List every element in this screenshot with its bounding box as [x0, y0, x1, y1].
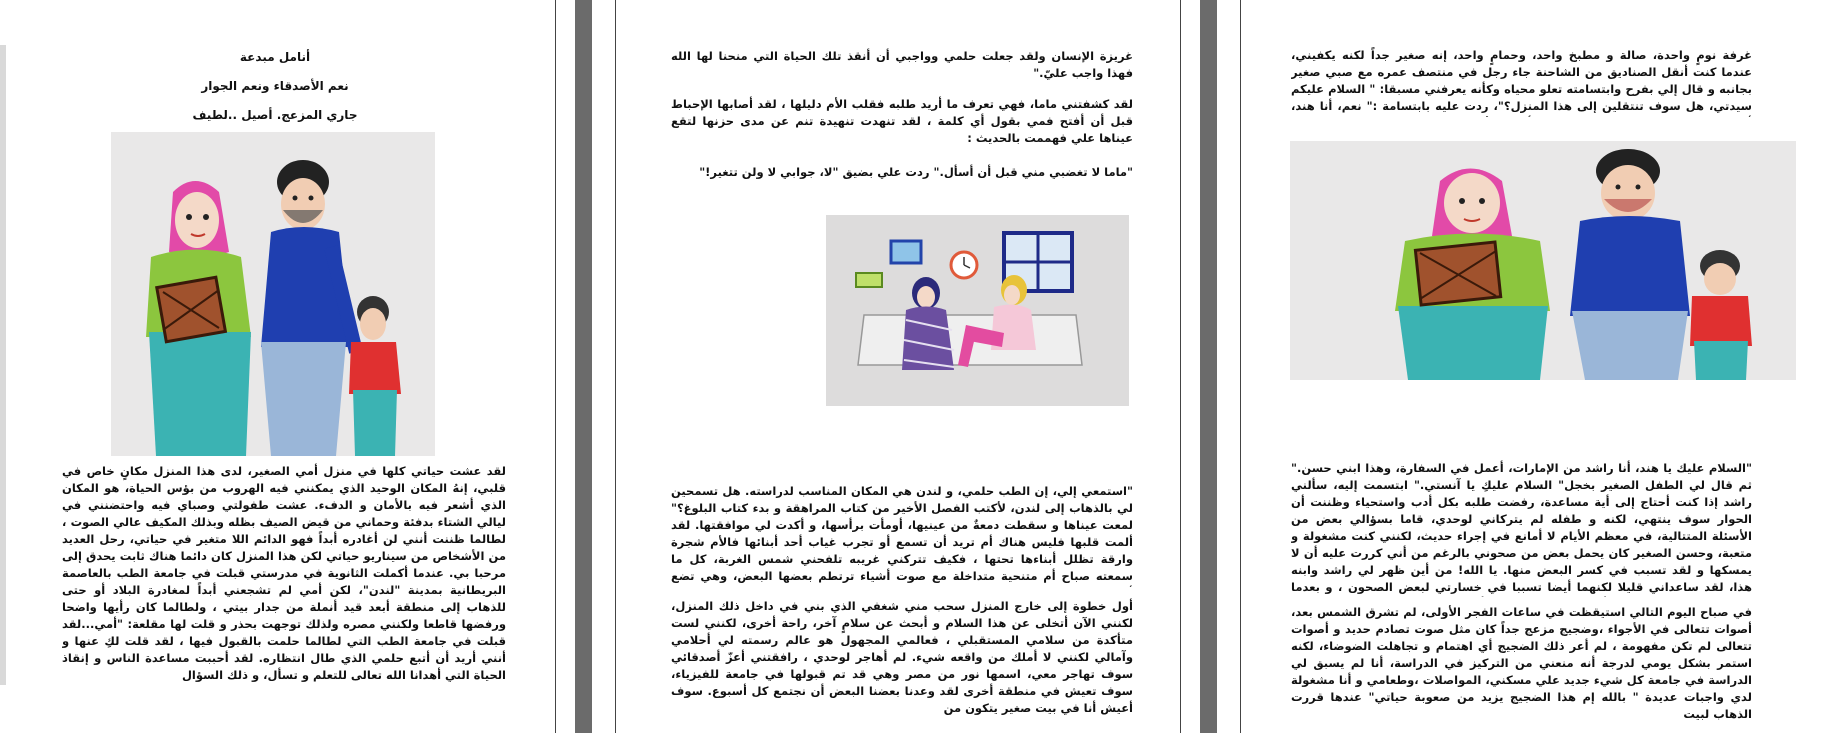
- page-right: [1240, 0, 1821, 733]
- right-paragraph-1: غرفة نومٍ واحدة، صالة و مطبخ واحد، وحمامٍ واحد، إنه صغير جداً لكنه يكفيني، عندما كنت أنقل الصناديق من الشاحنة جاء رجل في منتصف عمره مع صبي صغير بجانبه و قال إلي بفرح وابتسامته تعلو محياه وكأنه يعرفني مسبقا: " السلام عليكم سيدتي، هل سوف تنتقلين إلى هذا المنزل؟"، ردت عليه بابتسامة :" نعم، أنا هند،: [1291, 48, 1752, 113]
- right-paragraph-2: "السلام عليك يا هند، أنا راشد من الإمارات، أعمل في السفارة، وهذا ابني حسن." ثم قال لي الطفل الصغير بخجل" السلام عليكِ يا آنستي." ابتسمت إليه، سألني راشد إذا كنت أحتاج إلى أية مساعدة، رفضت طلبه بكل أدب واستحياء وظننت أن الحوار سوف ينتهي، لكنه و طفله لم يتركاني لوحدي، قاما بسؤالي بعض من الأسئلة المتتالية، في معظم الأيام لا أمانع في إجراء حديث، لكنني كنت مشغولة و متعبة، وحسن الصغير كان يحمل بعض من صحوني بالرغم من أني كررت عليه أن لا يمسكها و لقد تسبب في كسر البعض منها. يا الله! من أين ظهر لي راشد وابنه هذا، لقد ساعداني قليلا لكنهما أيضا تسببا في خسارتي لبعض الصحون ، و بعدما: [1291, 461, 1752, 594]
- middle-paragraph-5: أول خطوة إلى خارج المنزل سحب مني شغفي الذي بني في داخل ذلك المنزل، لكنني الآن أتخلى عن هذا السلام و أبحث عن سلامٍ آخر، راحة أخرى، لكنني لست متأكدة من سلامي المستقبلي ، فعالمي المجهول هو عالم رسمته لي أحلامي وآمالي لكنني لا أملك من واقعه شيء. لم أهاجر لوحدي ، رافقتني أعزّ أصدقائي سوف تهاجر معي، اسمها نور من مصر وهي قد تم قبولها في جامعة للفيزياء، سوف تعيش في منطقة أخرى لقد وعدنا بعضنا البعض أن نجتمع كل أسبوع. سوف أعيش أنا في بيت صغير يتكون من: [671, 599, 1133, 715]
- family-illustration-wide: [1290, 141, 1796, 380]
- header-line-1: أنامل مبدعة: [239, 50, 311, 64]
- living-room-drawing-icon: [826, 215, 1129, 406]
- page-middle: [615, 0, 1181, 733]
- left-paragraph: لقد عشت حياتي كلها في منزل أمي الصغير، لدى هذا المنزل مكانٍ خاص في قلبي، إنهُ المكان الوحيد الذي يمكنني فيه الهروب من بؤس الحياة، هو المكان الذي أشعر فيه بالأمان و الدفء. عشت طفولتي وصباي فيه واحتضنني في ليالي الشتاء بدفئة وحماني من قيض الصيف بظله وبذلك المكيف عالي الصوت ، لطالما ظننت أنني لن أغادره أبداً فهو الدائم اللا متغير في حياتي، رحل العديد من الأشخاص من سيناريو حياتي لكن هذا المنزل كان دائما هناك ثابت يحدق إلى مرحبا بي. عندما أكملت الثانوية في مدرستي قبلت في جامعة الطب بالعاصمة البريطانية بمدينة "لندن"، لكن أمي لم تشجعني أبداً لمغادرة البلاد أو حتى للذهاب إلى منطقة أبعد قيد أنملة من جدار بيتي ، ولطالما كان رأيها واضحا ورفضها قاطعا ولكنني مصره ولذلك توجهت بحذر و قلت لها مقلعة: "أمي...لقد قبلت في جامعة الطب التي لطالما حلمت بالقبول فيها ، لقد قلت لكِ عنها و أنني أريد أن أتبع حلمي الذي طال انتظاره. لقد أحببت مساعدة الناس و إنقاذ الحياة التي أهدانا الله تعالى للتعلم و تسأل، و ذلك السؤال: [62, 464, 506, 682]
- family-drawing-icon: [1290, 141, 1796, 380]
- scroll-indicator: [0, 45, 6, 685]
- gutter-right: [1200, 0, 1217, 733]
- gutter-left: [575, 0, 592, 733]
- header-line-2: نعم الأصدقاء ونعم الجوار: [201, 79, 349, 93]
- header-line-3: جاري المزعج. أصيل ..لطيف: [192, 108, 358, 122]
- middle-paragraph-1: غريزة الإنسان ولقد جعلت حلمي وواجبي أن أنقذ تلك الحياة التي منحنا لها الله فهذا واجب عليّ.": [671, 49, 1133, 80]
- middle-paragraph-4: "استمعي إلي، إن الطب حلمي، و لندن هي المكان المناسب لدراسته. هل تسمحين لي بالذهاب إلى لندن، لأكتب الفصل الأخير من كتاب المراهقة و بدء كتاب البلوغ؟" لمعت عيناها و سقطت دمعةٌ من عينيها، أومأت برأسها، و أكدت لي موافقتها. لقد ألمت قلبها فليس هناك أم تريد أن تسمع أو تجرب غياب أحد أبنائها فالأم شجرة وارقة تظلل أبناءها تحتها ، فكيف تتركني غريبه تلفحني شمس الغربة، كل ما سمعته صباح أم متنحية متداخلة مع صوت أشياء ترتطم بعضها البعض، وهي تضع: [671, 484, 1133, 583]
- middle-paragraph-2: لقد كشفتني ماما، فهي تعرف ما أريد طلبه فقلب الأم دليلها ، لقد أصابها الإحباط قبل أن أفتح فمي بقول أي كلمة ، لقد تنهدت تنهيدة تنم عن مدى حزنها لتقع عيناها علي فهممت بالحديث :: [671, 97, 1133, 145]
- living-room-illustration: [826, 215, 1129, 406]
- middle-paragraph-3: "ماما لا تغضبي مني قبل أن أسأل." ردت علي بضيق "لا، جوابي لا ولن تتغير!": [699, 165, 1133, 179]
- right-paragraph-3: في صباح اليوم التالي استيقظت في ساعات الفجر الأولى، لم تشرق الشمس بعد، أصوات تتعالى في الأجواء ،وضجيج مزعج جداً كان مثل صوت تصادم حديد و أصوات تتعالى لم تكن مفهومة ، لم أعر ذلك الضجيج أي اهتمام و تجاهلت الضوضاء، لكنه استمر بشكل يومي لدرجة أنه منعني من التركيز في الدراسة، أنا لم يسبق لي الدراسة في جامعة كل شيء جديد علي مسكني، المواصلات ،وطعامي و أنا مشغولة لدي واجبات عديدة " بالله إم هذا الضجيج يزيد من صعوبة حياتي" عندها قررت الذهاب لبيت: [1291, 605, 1752, 721]
- family-illustration: [111, 132, 435, 456]
- family-drawing-icon: [111, 132, 435, 456]
- page-left: [0, 0, 556, 733]
